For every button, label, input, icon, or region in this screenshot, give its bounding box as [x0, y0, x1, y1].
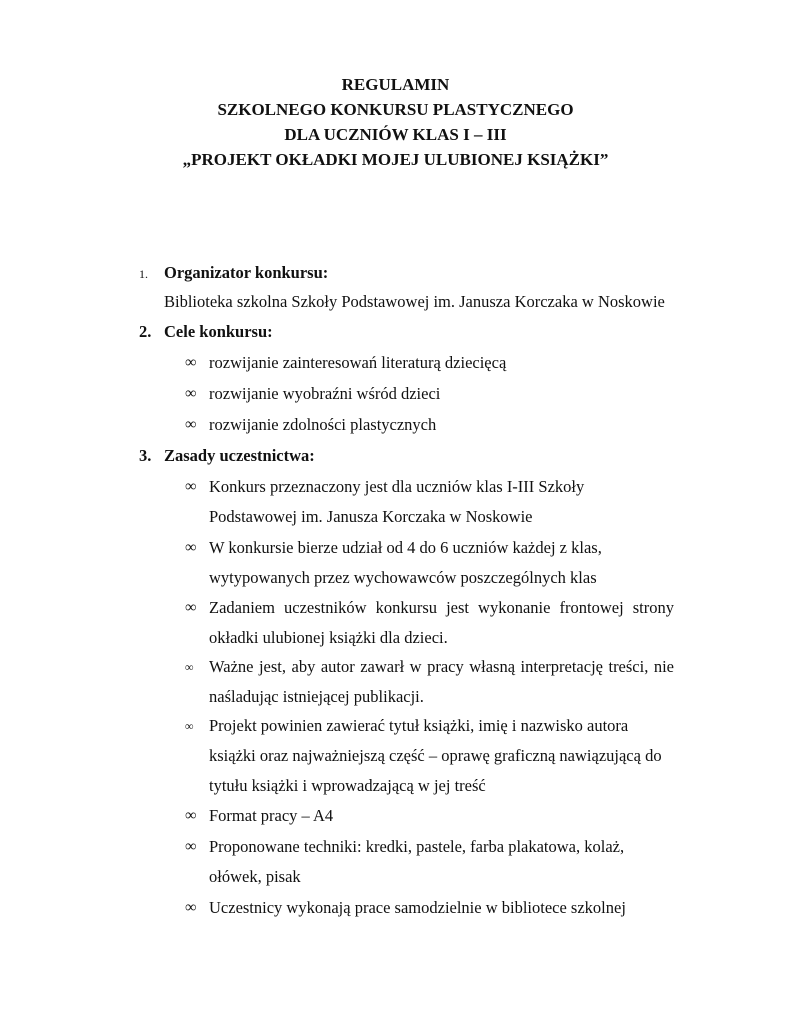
list-item-text: okładki ulubionej książki dla dzieci.: [209, 628, 448, 647]
list-item-text: Podstawowej im. Janusza Korczaka w Noskowie: [209, 507, 533, 526]
list-item-text: W konkursie bierze udział od 4 do 6 uczniów każdej z klas,: [209, 538, 602, 557]
list-item-text: rozwijanie zdolności plastycznych: [209, 415, 437, 434]
section-2-heading: [139, 317, 273, 347]
title-line-1: REGULAMIN: [341, 75, 450, 94]
list-item: [185, 348, 675, 378]
list-item: [185, 410, 675, 440]
list-item-text: ołówek, pisak: [209, 867, 301, 886]
infinity-bullet-icon: ∞: [185, 660, 194, 674]
list-item-text: Format pracy – A4: [209, 806, 334, 825]
list-item-text: tytułu książki i wprowadzającą w jej treść: [209, 776, 486, 795]
section-title: Organizator konkursu:: [164, 263, 329, 282]
section-number: 2.: [139, 322, 152, 341]
list-item: [185, 593, 675, 653]
list-item-text: Projekt powinien zawierać tytuł książki, imię i nazwisko autora: [209, 716, 629, 735]
infinity-bullet-icon: ∞: [185, 899, 197, 916]
document-title: [0, 72, 791, 172]
list-item: [185, 711, 675, 801]
title-line-2: SZKOLNEGO KONKURSU PLASTYCZNEGO: [217, 100, 574, 119]
infinity-bullet-icon: ∞: [185, 478, 197, 495]
section-3-heading: [139, 441, 315, 471]
list-item-text: wytypowanych przez wychowawców poszczególnych klas: [209, 568, 597, 587]
infinity-bullet-icon: ∞: [185, 539, 197, 556]
infinity-bullet-icon: ∞: [185, 416, 197, 433]
list-item: [185, 379, 675, 409]
list-item: [185, 533, 675, 593]
list-item-text: rozwijanie zainteresowań literaturą dziecięcą: [209, 353, 507, 372]
list-item-text: Zadaniem uczestników konkursu jest wykonanie frontowej strony: [209, 598, 674, 617]
infinity-bullet-icon: ∞: [185, 354, 197, 371]
title-line-4: „PROJEKT OKŁADKI MOJEJ ULUBIONEJ KSIĄŻKI”: [182, 150, 609, 169]
infinity-bullet-icon: ∞: [185, 807, 197, 824]
list-item: [185, 832, 675, 892]
infinity-bullet-icon: ∞: [185, 838, 197, 855]
infinity-bullet-icon: ∞: [185, 599, 197, 616]
organizer-text: Biblioteka szkolna Szkoły Podstawowej im. Janusza Korczaka w Noskowie: [164, 292, 665, 311]
list-item-text: Proponowane techniki: kredki, pastele, farba plakatowa, kolaż,: [209, 837, 625, 856]
list-item-text: książki oraz najważniejszą część – oprawę graficzną nawiązującą do: [209, 746, 662, 765]
list-item-text: rozwijanie wyobraźni wśród dzieci: [209, 384, 441, 403]
title-line-3: DLA UCZNIÓW KLAS I – III: [284, 125, 507, 144]
list-item-text: Uczestnicy wykonają prace samodzielnie w bibliotece szkolnej: [209, 898, 626, 917]
list-item: [185, 801, 675, 831]
section-1-heading: [139, 258, 328, 289]
list-item: [185, 893, 675, 923]
infinity-bullet-icon: ∞: [185, 719, 194, 733]
section-number: 3.: [139, 446, 152, 465]
list-item: [185, 652, 675, 712]
list-item: [185, 472, 675, 532]
infinity-bullet-icon: ∞: [185, 385, 197, 402]
section-title: Cele konkursu:: [164, 322, 273, 341]
section-title: Zasady uczestnictwa:: [164, 446, 315, 465]
section-number: 1.: [139, 267, 148, 281]
list-item-text: Ważne jest, aby autor zawarł w pracy własną interpretację treści, nie: [209, 657, 674, 676]
list-item-text: naśladując istniejącej publikacji.: [209, 687, 424, 706]
list-item-text: Konkurs przeznaczony jest dla uczniów klas I-III Szkoły: [209, 477, 585, 496]
